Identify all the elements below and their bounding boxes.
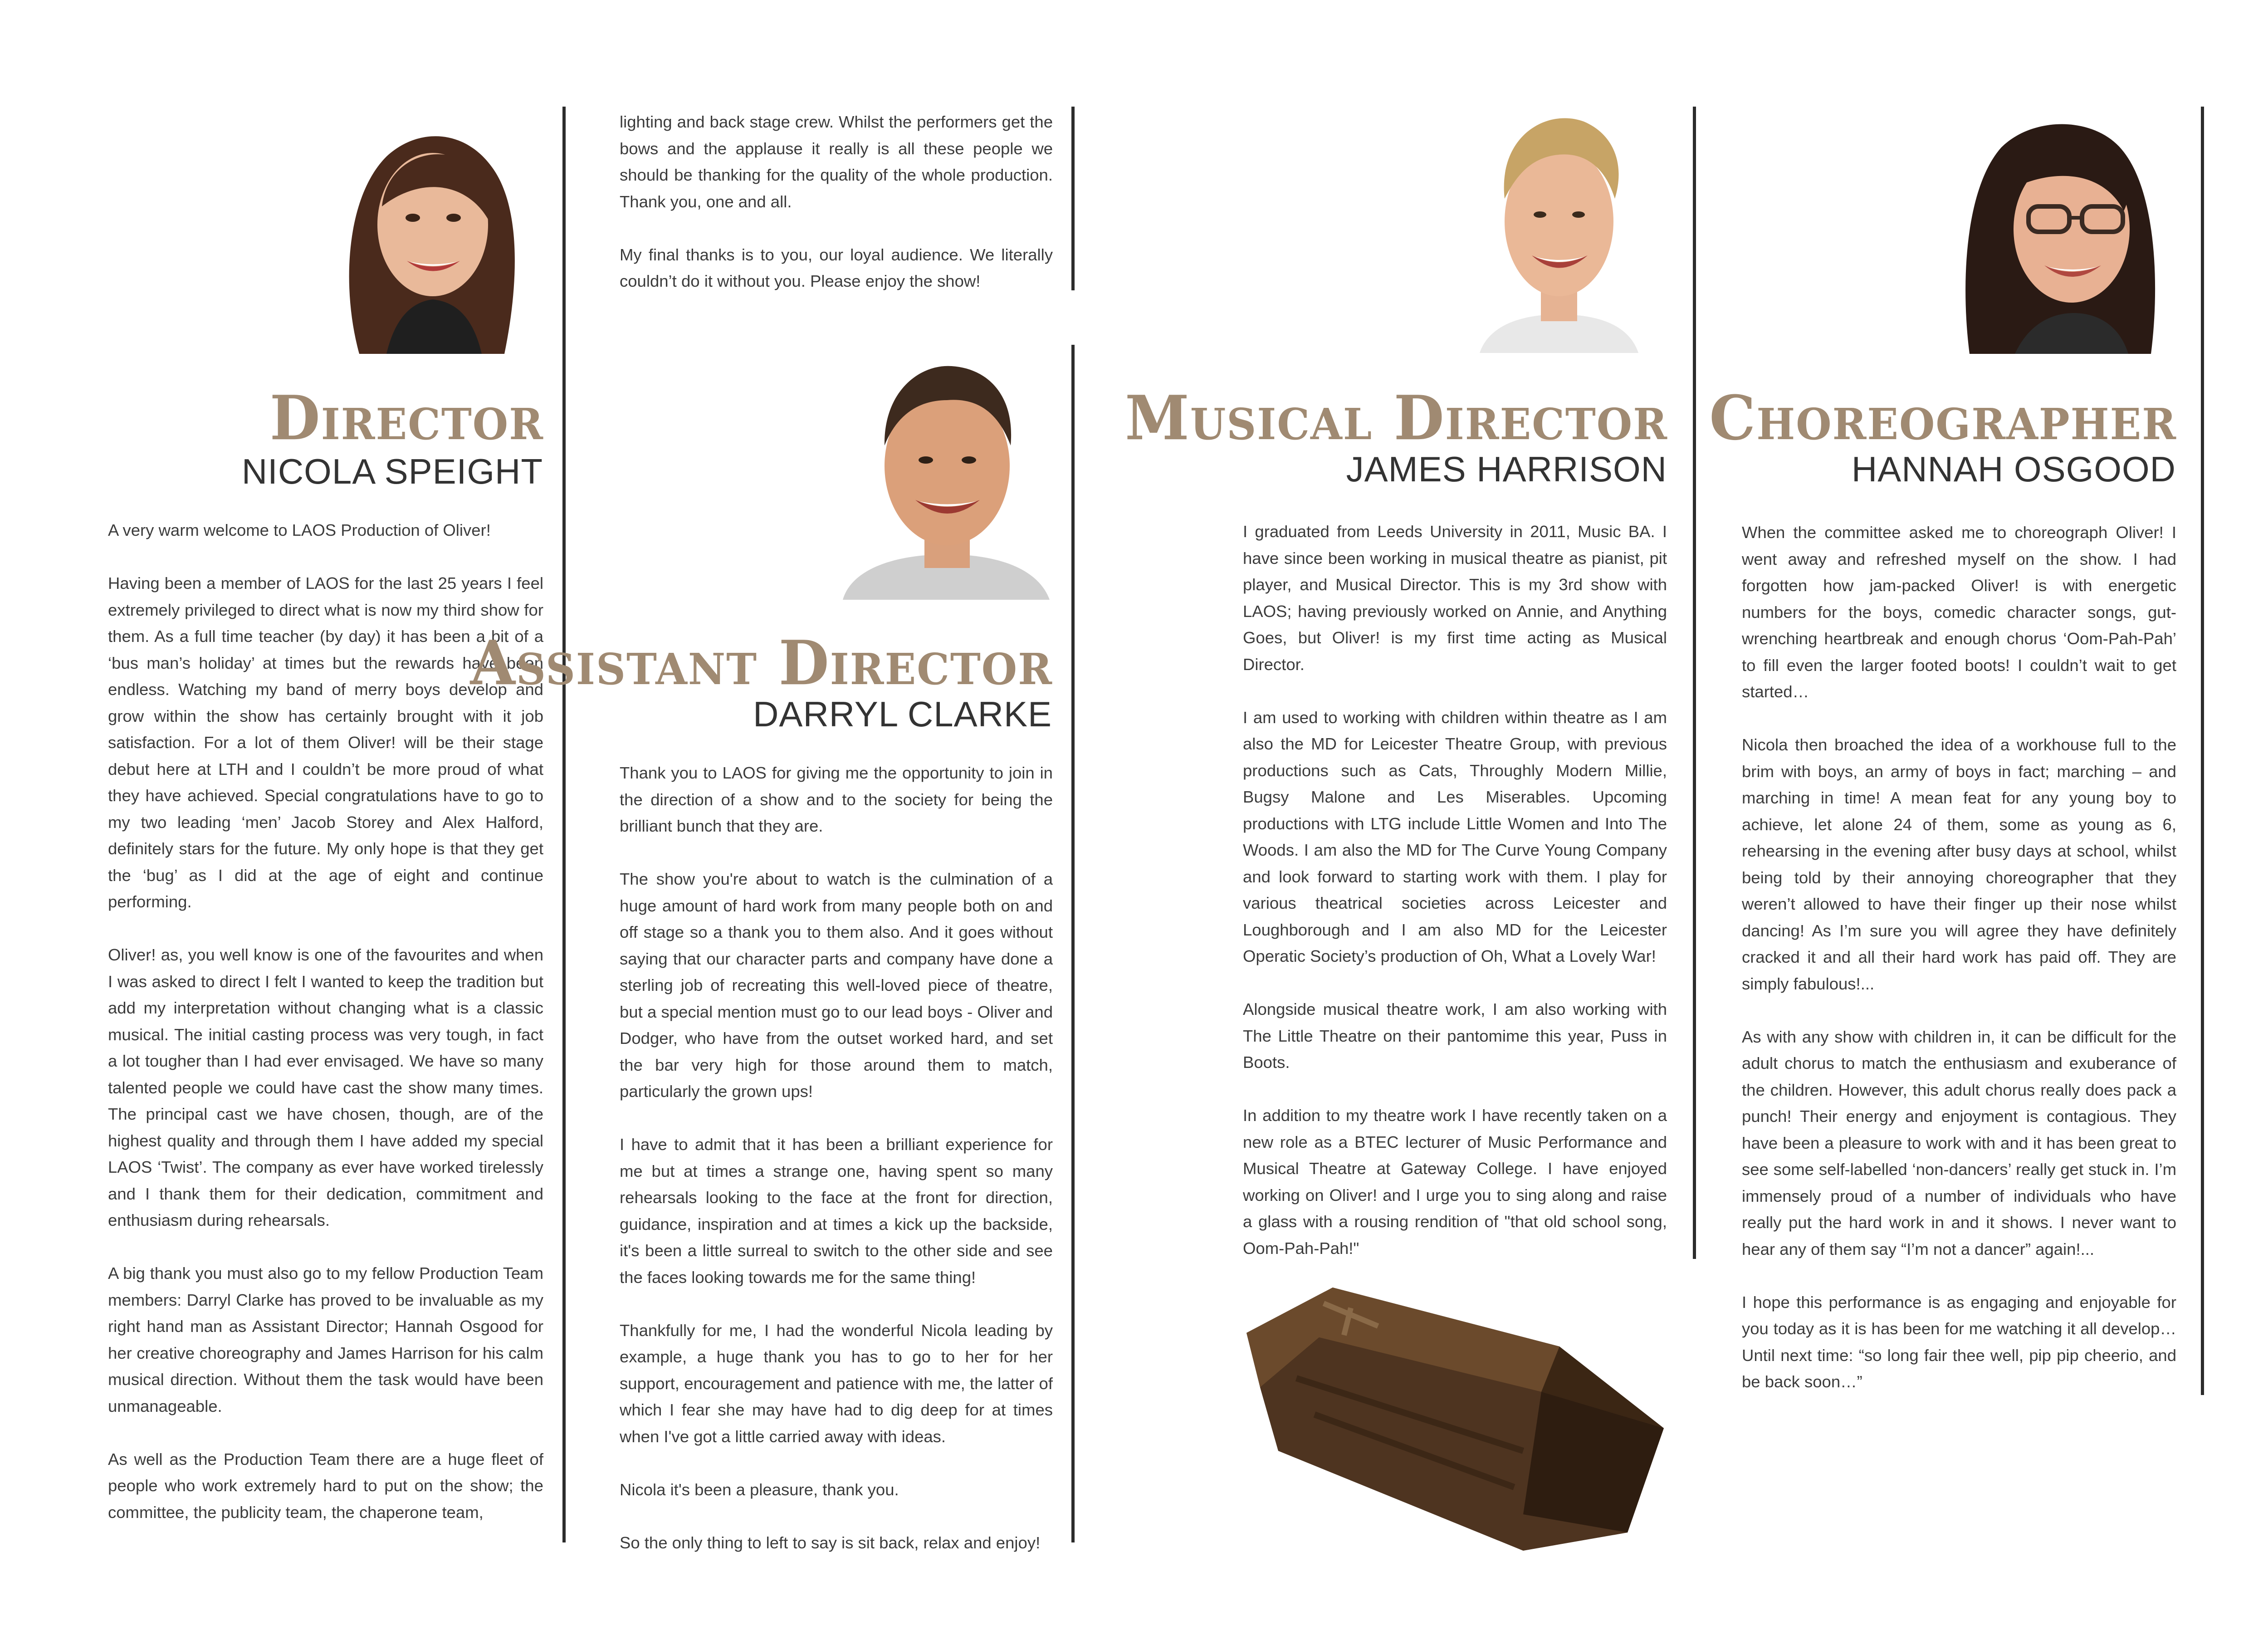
- director-name: NICOLA SPEIGHT: [241, 451, 543, 491]
- musical-director-title: Musical Director: [1125, 382, 1668, 454]
- coffin-illustration: [1242, 1278, 1673, 1551]
- paragraph: When the committee asked me to choreograph Oliver! I went away and refreshed myself on the show. I had forgotten how jam-packed Oliver! is with energetic numbers for the boys, comedic character songs, gut-wrenching heartbreak and enough chorus ‘Oom-Pah-Pah’ to fill even the larger footed boots! I couldn’t wait to get started…: [1742, 523, 2176, 701]
- musical-director-name: JAMES HARRISON: [1346, 449, 1667, 489]
- paragraph: Oliver! as, you well know is one of the favourites and when I was asked to direct I felt I wanted to keep the tradition but add my interpretation without changing what is a classic musical. The initial casting process was very tough, in fact a lot tougher than I had ever envisaged. We have so many talented people we could have cast the show many times. The principal cast we have chosen, though, are of the highest quality and through them I have added my special LAOS ‘Twist’. The company as ever have worked tirelessly and I thank them for their dedication, commitment and enthusiasm during rehearsals.: [108, 945, 543, 1229]
- paragraph: My final thanks is to you, our loyal audience. We literally couldn’t do it without you. Please enjoy the show!: [620, 245, 1053, 290]
- assistant-director-name: DARRYL CLARKE: [753, 694, 1052, 734]
- paragraph: So the only thing to left to say is sit back, relax and enjoy!: [620, 1533, 1041, 1552]
- director-title: Director: [269, 382, 544, 454]
- choreographer-title: Choreographer: [1709, 382, 2177, 454]
- paragraph: The show you're about to watch is the culmination of a huge amount of hard work from many people both on and off stage so a thank you to them also. And it goes without saying that our character parts and company have done a sterling job of recreating this well-loved piece of theatre, but a special mention must go to our lead boys - Oliver and Dodger, who have from the outset worked hard, and set the bar very high for those around them to match, particularly the grown ups!: [620, 870, 1053, 1101]
- paragraph: Thank you to LAOS for giving me the opportunity to join in the direction of a show and to the society for being the brilliant bunch that they are.: [620, 764, 1053, 835]
- portrait-nicola: [332, 116, 528, 354]
- paragraph: lighting and back stage crew. Whilst the performers get the bows and the applause it really is all these people we should be thanking for the quality of the whole production. Thank you, one and all.: [620, 113, 1053, 211]
- musical-director-body: [1243, 519, 1667, 1262]
- column-divider: [2201, 107, 2204, 1395]
- paragraph: I hope this performance is as engaging and enjoyable for you today as it is has been for me watching it all develop…Until next time: “so long fair thee well, pip pip cheerio, and be back soon…”: [1742, 1292, 2176, 1391]
- paragraph: I have to admit that it has been a brilliant experience for me but at times a strange one, having spent so many rehearsals looking to the face at the front for direction, guidance, inspiration and at times a kick up the backside, it's been a little surreal to switch to the other side and see the faces looking towards me for the same thing!: [620, 1135, 1053, 1287]
- paragraph: Nicola then broached the idea of a workhouse full to the brim with boys, an army of boys in fact; marching – and marching in time! A mean feat for any young boy to achieve, let alone 24 of them, some as young as 6, rehearsing in the evening after busy days at school, whilst being told by their annoying choreographer that they weren’t allowed to have their finger up their nose whilst dancing! As I’m sure you will agree they have definitely cracked it and all their hard work has paid off. They are simply fabulous!...: [1742, 735, 2176, 993]
- director-continued: [620, 109, 1053, 295]
- portrait-hannah: [1960, 111, 2167, 354]
- choreographer-name: HANNAH OSGOOD: [1851, 449, 2176, 489]
- choreographer-body: [1742, 519, 2176, 1395]
- column-divider: [1693, 107, 1696, 1259]
- portrait-james: [1480, 108, 1638, 353]
- column-divider: [1071, 107, 1075, 290]
- paragraph: Alongside musical theatre work, I am also working with The Little Theatre on their pantomime this year, Puss in Boots.: [1243, 1000, 1667, 1072]
- paragraph: A very warm welcome to LAOS Production of Oliver!: [108, 521, 491, 539]
- column-divider: [1071, 345, 1075, 1542]
- paragraph: Nicola it's been a pleasure, thank you.: [620, 1480, 899, 1499]
- column-divider: [562, 107, 566, 1542]
- paragraph: I am used to working with children within theatre as I am also the MD for Leicester Theatre Group, with previous productions such as Cats, Throughly Modern Millie, Bugsy Malone and Les Miserables. Upcoming productions with LTG include Little Women and Into The Woods. I am also the MD for The Curve Young Company and look forward to starting work with them. I play for various theatrical societies across Leicester and Loughborough and I am also MD for the Leicester Operatic Society’s production of Oh, What a Lovely War!: [1243, 708, 1667, 965]
- paragraph: In addition to my theatre work I have recently taken on a new role as a BTEC lecturer of Music Performance and Musical Theatre at Gateway College. I have enjoyed working on Oliver! and I urge you to sing along and raise a glass with a rousing rendition of "that old school song, Oom-Pah-Pah!": [1243, 1106, 1667, 1258]
- paragraph: As well as the Production Team there are a huge fleet of people who work extremely hard to put on the show; the committee, the publicity team, the chaperone team,: [108, 1449, 543, 1522]
- assistant-director-title: Assistant Director: [470, 627, 1053, 699]
- paragraph: I graduated from Leeds University in 2011, Music BA. I have since been working in musical theatre as pianist, pit player, and Musical Director. This is my 3rd show with LAOS; having previously worked on Annie, and Anything Goes, but Oliver! is my first time acting as Musical Director.: [1243, 522, 1667, 674]
- paragraph: Thankfully for me, I had the wonderful Nicola leading by example, a huge thank you has to go to her for her support, encouragement and patience with me, the latter of which I fear she may have had to dig deep for at times when I've got a little carried away with ideas.: [620, 1321, 1053, 1446]
- assistant-director-body: [620, 760, 1053, 1556]
- portrait-darryl: [843, 355, 1050, 600]
- paragraph: A big thank you must also go to my fellow Production Team members: Darryl Clarke has proved to be invaluable as my right hand man as Assistant Director; Hannah Osgood for her creative choreography and James Harrison for his calm musical direction. Without them the task would have been unmanageable.: [108, 1264, 543, 1415]
- paragraph: Having been a member of LAOS for the last 25 years I feel extremely privileged to direct what is now my third show for them. As a full time teacher (by day) it has been a bit of a ‘bus man’s holiday’ at times but the rewards have been endless. Watching my band of merry boys develop and grow within the show has certainly brought with it job satisfaction. For a lot of them Oliver! will be their stage debut here at LTH and I couldn’t be more proud of what they have achieved. Special congratulations have to go to my two leading ‘men’ Jacob Storey and Alex Halford, definitely stars for the future. My only hope is that they get the ‘bug’ as I did at the age of eight and continue performing.: [108, 574, 543, 911]
- paragraph: As with any show with children in, it can be difficult for the adult chorus to match the enthusiasm and exuberance of the children. However, this adult chorus really does pack a punch! Their energy and enjoyment is contagious. They have been a pleasure to work with and it has been great to see some self-labelled ‘non-dancers’ really get stuck in. I’m immensely proud of a number of individuals who have really put the hard work in and it shows. I never want to hear any of them say “I’m not a dancer” again!...: [1742, 1027, 2176, 1258]
